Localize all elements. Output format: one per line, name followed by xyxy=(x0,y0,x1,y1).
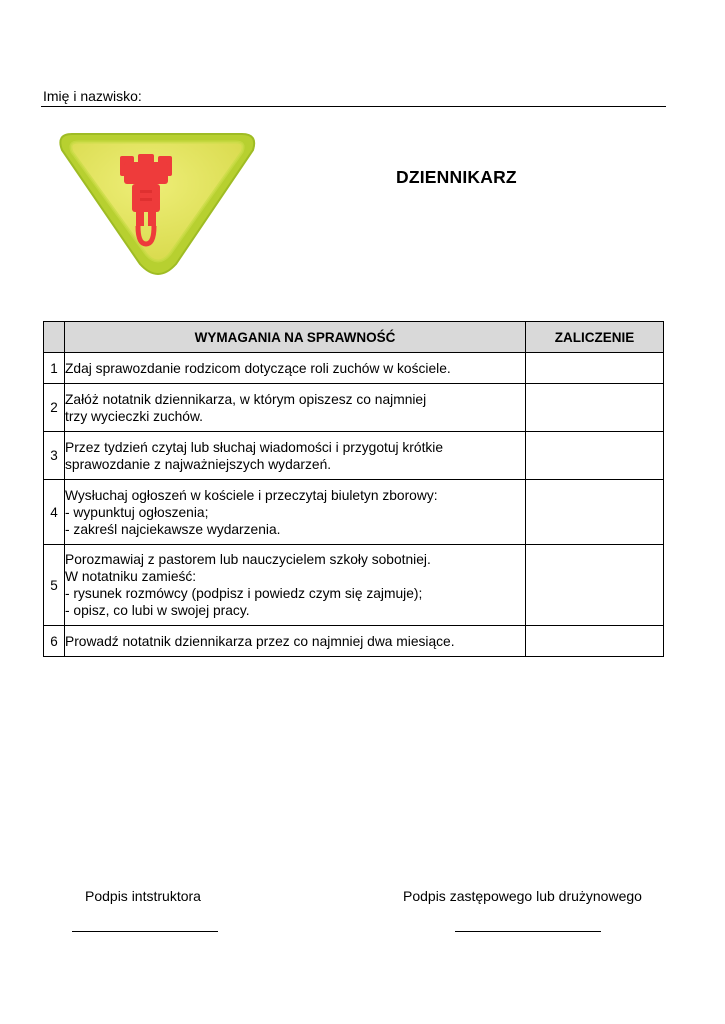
instructor-signature-label: Podpis intstruktora xyxy=(85,888,201,904)
table-header-row xyxy=(44,322,664,353)
name-label: Imię i nazwisko: xyxy=(43,88,142,104)
requirement-text xyxy=(65,384,526,432)
table-row xyxy=(44,353,664,384)
requirement-text xyxy=(65,353,526,384)
column-header-number xyxy=(44,322,65,353)
instructor-signature-line[interactable] xyxy=(72,931,218,932)
completion-cell[interactable] xyxy=(526,480,664,545)
row-number: 6 xyxy=(44,626,65,657)
table-row xyxy=(44,384,664,432)
requirement-line: Przez tydzień czytaj lub słuchaj wiadomości i przygotuj krótkie xyxy=(65,439,444,455)
requirements-table xyxy=(43,321,664,657)
scout-badge-journalist-icon xyxy=(52,128,262,278)
requirement-line: - rysunek rozmówcy (podpisz i powiedz czym się zajmuje); xyxy=(65,586,423,601)
requirement-line: Prowadź notatnik dziennikarza przez co najmniej dwa miesiące. xyxy=(65,633,455,649)
requirement-line: sprawozdanie z najważniejszych wydarzeń. xyxy=(65,456,332,472)
requirement-line: W notatniku zamieść: xyxy=(65,569,197,584)
name-underline xyxy=(41,106,666,107)
leader-signature-label: Podpis zastępowego lub drużynowego xyxy=(403,888,642,904)
column-header-completion: ZALICZENIE xyxy=(526,322,664,353)
requirement-line: Wysłuchaj ogłoszeń w kościele i przeczytaj biuletyn zborowy: xyxy=(65,487,438,503)
completion-cell[interactable] xyxy=(526,626,664,657)
row-number: 2 xyxy=(44,384,65,432)
row-number: 5 xyxy=(44,545,65,626)
completion-cell[interactable] xyxy=(526,353,664,384)
completion-cell[interactable] xyxy=(526,432,664,480)
requirement-line: Załóż notatnik dziennikarza, w którym opiszesz co najmniej xyxy=(65,391,427,407)
requirement-line: - zakreśl najciekawsze wydarzenia. xyxy=(65,521,281,537)
requirement-line: Zdaj sprawozdanie rodzicom dotyczące roli zuchów w kościele. xyxy=(65,360,451,376)
requirement-text xyxy=(65,432,526,480)
row-number: 1 xyxy=(44,353,65,384)
row-number: 3 xyxy=(44,432,65,480)
requirement-text xyxy=(65,545,526,626)
requirement-text xyxy=(65,626,526,657)
table-row xyxy=(44,432,664,480)
page-title: DZIENNIKARZ xyxy=(396,167,517,187)
table-row xyxy=(44,480,664,545)
completion-cell[interactable] xyxy=(526,545,664,626)
table-row xyxy=(44,545,664,626)
requirement-line: - wypunktuj ogłoszenia; xyxy=(65,504,209,520)
row-number: 4 xyxy=(44,480,65,545)
requirement-line: Porozmawiaj z pastorem lub nauczycielem szkoły sobotniej. xyxy=(65,552,431,567)
column-header-requirements: WYMAGANIA NA SPRAWNOŚĆ xyxy=(65,322,526,353)
requirement-line: trzy wycieczki zuchów. xyxy=(65,408,204,424)
leader-signature-line[interactable] xyxy=(455,931,601,932)
table-row xyxy=(44,626,664,657)
completion-cell[interactable] xyxy=(526,384,664,432)
requirement-text xyxy=(65,480,526,545)
requirement-line: - opisz, co lubi w swojej pracy. xyxy=(65,603,250,618)
